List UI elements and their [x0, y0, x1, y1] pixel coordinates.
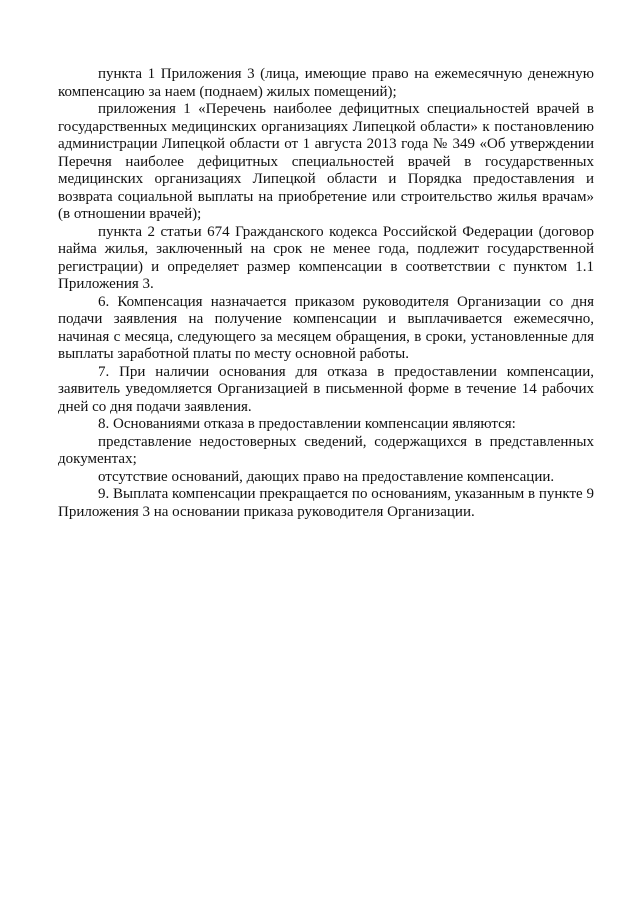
document-page — [58, 66, 594, 521]
paragraph-appendix-1-list: приложения 1 «Перечень наиболее дефицитных специальностей врачей в государственных медицинских организациях Липецкой области» к постановлению администрации Липецкой области от 1 августа 2013 года № 349 «Об утверждении Перечня наиболее дефицитных специальностей врачей в государственных медицинских организациях Липецкой области и Порядка предоставления и возврата социальной выплаты на приобретение или строительство жилья врачам» (в отношении врачей); — [58, 101, 594, 222]
paragraph-item-6: 6. Компенсация назначается приказом руководителя Организации со дня подачи заявления на получение компенсации и выплачивается ежемесячно, начиная с месяца, следующего за месяцем обращения, в сроки, установленные для выплаты заработной платы по месту основной работы. — [58, 293, 594, 362]
paragraph-civil-code-674: пункта 2 статьи 674 Гражданского кодекса Российской Федерации (договор найма жилья, заключенный на срок не менее года, подлежит государственной регистрации) и определяет размер компенсации в соответствии с пунктом 1.1 Приложения 3. — [58, 223, 594, 292]
paragraph-refusal-reason-1: представление недостоверных сведений, содержащихся в представленных документах; — [58, 433, 594, 467]
paragraph-item-7: 7. При наличии основания для отказа в предоставлении компенсации, заявитель уведомляется Организацией в письменной форме в течение 14 рабочих дней со дня подачи заявления. — [58, 363, 594, 415]
paragraph-refusal-reason-2: отсутствие оснований, дающих право на предоставление компенсации. — [98, 468, 555, 485]
paragraph-item-8: 8. Основаниями отказа в предоставлении компенсации являются: — [98, 416, 516, 432]
paragraph-item-9: 9. Выплата компенсации прекращается по основаниям, указанным в пункте 9 Приложения 3 на основании приказа руководителя Организации. — [58, 486, 594, 520]
paragraph-clause-1-appendix-3: пункта 1 Приложения 3 (лица, имеющие право на ежемесячную денежную компенсацию за наем (поднаем) жилых помещений); — [58, 66, 594, 100]
